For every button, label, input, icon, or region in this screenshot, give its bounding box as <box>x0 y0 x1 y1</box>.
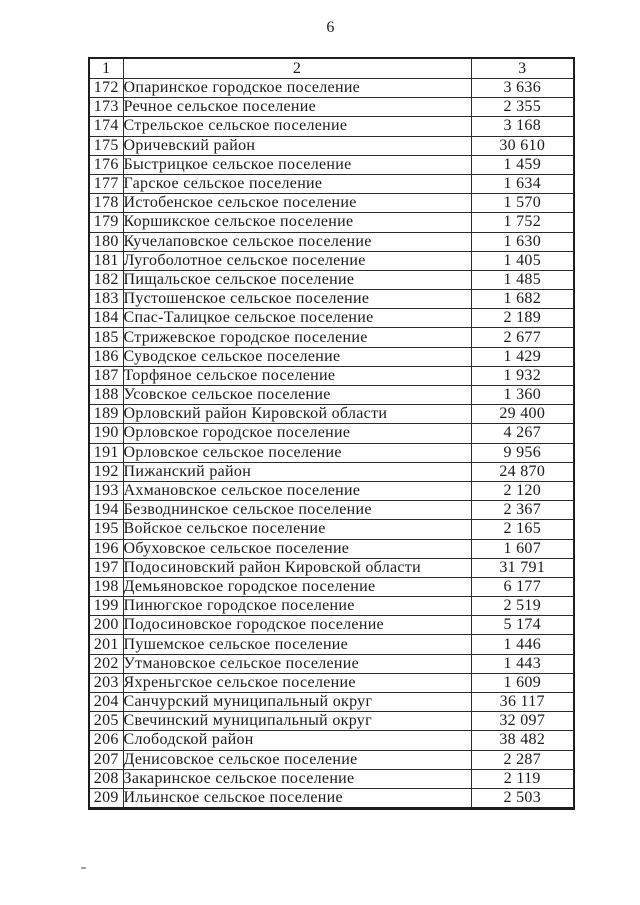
settlement-name: Истобенское сельское поселение <box>123 194 471 213</box>
settlement-name: Орловское сельское поселение <box>123 443 471 462</box>
settlement-name: Стрельское сельское поселение <box>123 117 471 136</box>
row-number: 187 <box>89 366 123 385</box>
settlement-name: Гарское сельское поселение <box>123 174 471 193</box>
population-value: 1 446 <box>471 635 574 654</box>
row-number: 189 <box>89 405 123 424</box>
row-number: 172 <box>89 79 123 98</box>
settlement-name: Подосиновский район Кировской области <box>123 558 471 577</box>
table-row <box>89 386 574 405</box>
row-number: 205 <box>89 712 123 731</box>
table-row <box>89 328 574 347</box>
settlement-name: Пушемское сельское поселение <box>123 635 471 654</box>
population-value: 1 429 <box>471 347 574 366</box>
row-number: 185 <box>89 328 123 347</box>
settlement-name: Кучелаповское сельское поселение <box>123 232 471 251</box>
scan-artifact-speck <box>81 867 86 869</box>
settlement-name: Опаринское городское поселение <box>123 79 471 98</box>
table-row <box>89 616 574 635</box>
table-row <box>89 98 574 117</box>
population-value: 2 189 <box>471 309 574 328</box>
settlement-name: Подосиновское городское поселение <box>123 616 471 635</box>
row-number: 183 <box>89 290 123 309</box>
table-row <box>89 405 574 424</box>
row-number: 179 <box>89 213 123 232</box>
table-row <box>89 366 574 385</box>
settlement-name: Утмановское сельское поселение <box>123 654 471 673</box>
settlement-name: Спас-Талицкое сельское поселение <box>123 309 471 328</box>
population-value: 1 609 <box>471 673 574 692</box>
settlement-name: Быстрицкое сельское поселение <box>123 155 471 174</box>
population-value: 3 168 <box>471 117 574 136</box>
settlement-name: Речное сельское поселение <box>123 98 471 117</box>
table-row <box>89 769 574 788</box>
population-value: 1 682 <box>471 290 574 309</box>
row-number: 206 <box>89 731 123 750</box>
population-value: 24 870 <box>471 462 574 481</box>
row-number: 182 <box>89 270 123 289</box>
population-value: 32 097 <box>471 712 574 731</box>
table-row <box>89 194 574 213</box>
settlement-name: Пижанский район <box>123 462 471 481</box>
column-header-value: 3 <box>471 58 574 79</box>
population-value: 2 120 <box>471 481 574 500</box>
population-value: 3 636 <box>471 79 574 98</box>
row-number: 208 <box>89 769 123 788</box>
table-row <box>89 117 574 136</box>
settlement-name: Орловский район Кировской области <box>123 405 471 424</box>
row-number: 199 <box>89 597 123 616</box>
table-row <box>89 520 574 539</box>
row-number: 176 <box>89 155 123 174</box>
settlement-name: Свечинский муниципальный округ <box>123 712 471 731</box>
settlement-name: Пустошенское сельское поселение <box>123 290 471 309</box>
population-value: 30 610 <box>471 136 574 155</box>
row-number: 202 <box>89 654 123 673</box>
population-value: 2 165 <box>471 520 574 539</box>
row-number: 198 <box>89 577 123 596</box>
table-row <box>89 750 574 769</box>
row-number: 190 <box>89 424 123 443</box>
row-number: 181 <box>89 251 123 270</box>
table-row <box>89 558 574 577</box>
row-number: 195 <box>89 520 123 539</box>
population-value: 5 174 <box>471 616 574 635</box>
row-number: 203 <box>89 673 123 692</box>
population-value: 1 405 <box>471 251 574 270</box>
table-row <box>89 155 574 174</box>
settlement-name: Санчурский муниципальный округ <box>123 693 471 712</box>
table-body <box>89 79 574 809</box>
settlement-name: Денисовское сельское поселение <box>123 750 471 769</box>
settlement-name: Суводское сельское поселение <box>123 347 471 366</box>
population-value: 1 607 <box>471 539 574 558</box>
table-row <box>89 424 574 443</box>
population-value: 38 482 <box>471 731 574 750</box>
settlement-name: Оричевский район <box>123 136 471 155</box>
population-value: 1 630 <box>471 232 574 251</box>
table-row <box>89 577 574 596</box>
population-value: 1 634 <box>471 174 574 193</box>
row-number: 174 <box>89 117 123 136</box>
table-row <box>89 136 574 155</box>
page-number: 6 <box>326 19 335 36</box>
row-number: 200 <box>89 616 123 635</box>
row-number: 204 <box>89 693 123 712</box>
population-value: 1 443 <box>471 654 574 673</box>
population-value: 2 367 <box>471 501 574 520</box>
population-value: 36 117 <box>471 693 574 712</box>
population-value: 2 519 <box>471 597 574 616</box>
table-row <box>89 654 574 673</box>
table-row <box>89 232 574 251</box>
table-row <box>89 635 574 654</box>
settlement-name: Закаринское сельское поселение <box>123 769 471 788</box>
row-number: 209 <box>89 788 123 808</box>
settlement-name: Безводнинское сельское поселение <box>123 501 471 520</box>
table-row <box>89 731 574 750</box>
table-row <box>89 290 574 309</box>
table-row <box>89 347 574 366</box>
table-row <box>89 462 574 481</box>
settlement-name: Ильинское сельское поселение <box>123 788 471 808</box>
row-number: 191 <box>89 443 123 462</box>
table-row <box>89 501 574 520</box>
settlement-name: Стрижевское городское поселение <box>123 328 471 347</box>
population-value: 2 677 <box>471 328 574 347</box>
table-row <box>89 539 574 558</box>
population-value: 2 287 <box>471 750 574 769</box>
population-value: 2 355 <box>471 98 574 117</box>
column-header-number: 1 <box>89 58 123 79</box>
row-number: 196 <box>89 539 123 558</box>
settlements-table <box>88 57 575 810</box>
column-header-name: 2 <box>123 58 471 79</box>
settlement-name: Коршикское сельское поселение <box>123 213 471 232</box>
settlement-name: Обуховское сельское поселение <box>123 539 471 558</box>
table-row <box>89 79 574 98</box>
population-value: 1 485 <box>471 270 574 289</box>
population-value: 1 360 <box>471 386 574 405</box>
table-row <box>89 174 574 193</box>
table-row <box>89 693 574 712</box>
row-number: 175 <box>89 136 123 155</box>
header-row <box>89 58 574 79</box>
table-row <box>89 309 574 328</box>
row-number: 177 <box>89 174 123 193</box>
population-value: 1 570 <box>471 194 574 213</box>
population-value: 2 119 <box>471 769 574 788</box>
settlement-name: Демьяновское городское поселение <box>123 577 471 596</box>
table-row <box>89 673 574 692</box>
settlement-name: Усовское сельское поселение <box>123 386 471 405</box>
population-value: 1 932 <box>471 366 574 385</box>
table-row <box>89 251 574 270</box>
row-number: 186 <box>89 347 123 366</box>
table-row <box>89 712 574 731</box>
row-number: 184 <box>89 309 123 328</box>
table-row <box>89 443 574 462</box>
row-number: 178 <box>89 194 123 213</box>
row-number: 194 <box>89 501 123 520</box>
table-header <box>89 58 574 79</box>
population-value: 6 177 <box>471 577 574 596</box>
settlement-name: Орловское городское поселение <box>123 424 471 443</box>
row-number: 193 <box>89 481 123 500</box>
population-value: 4 267 <box>471 424 574 443</box>
settlement-name: Войское сельское поселение <box>123 520 471 539</box>
table-row <box>89 597 574 616</box>
row-number: 192 <box>89 462 123 481</box>
row-number: 173 <box>89 98 123 117</box>
settlement-name: Пищальское сельское поселение <box>123 270 471 289</box>
row-number: 197 <box>89 558 123 577</box>
table-row <box>89 481 574 500</box>
settlement-name: Ахмановское сельское поселение <box>123 481 471 500</box>
population-value: 29 400 <box>471 405 574 424</box>
row-number: 180 <box>89 232 123 251</box>
table-row <box>89 213 574 232</box>
population-value: 1 459 <box>471 155 574 174</box>
table-row <box>89 788 574 808</box>
settlement-name: Пинюгское городское поселение <box>123 597 471 616</box>
population-value: 1 752 <box>471 213 574 232</box>
population-value: 31 791 <box>471 558 574 577</box>
population-value: 2 503 <box>471 788 574 808</box>
row-number: 207 <box>89 750 123 769</box>
row-number: 201 <box>89 635 123 654</box>
settlement-name: Яхреньгское сельское поселение <box>123 673 471 692</box>
population-value: 9 956 <box>471 443 574 462</box>
row-number: 188 <box>89 386 123 405</box>
settlement-name: Лугоболотное сельское поселение <box>123 251 471 270</box>
settlement-name: Торфяное сельское поселение <box>123 366 471 385</box>
settlement-name: Слободской район <box>123 731 471 750</box>
table-row <box>89 270 574 289</box>
